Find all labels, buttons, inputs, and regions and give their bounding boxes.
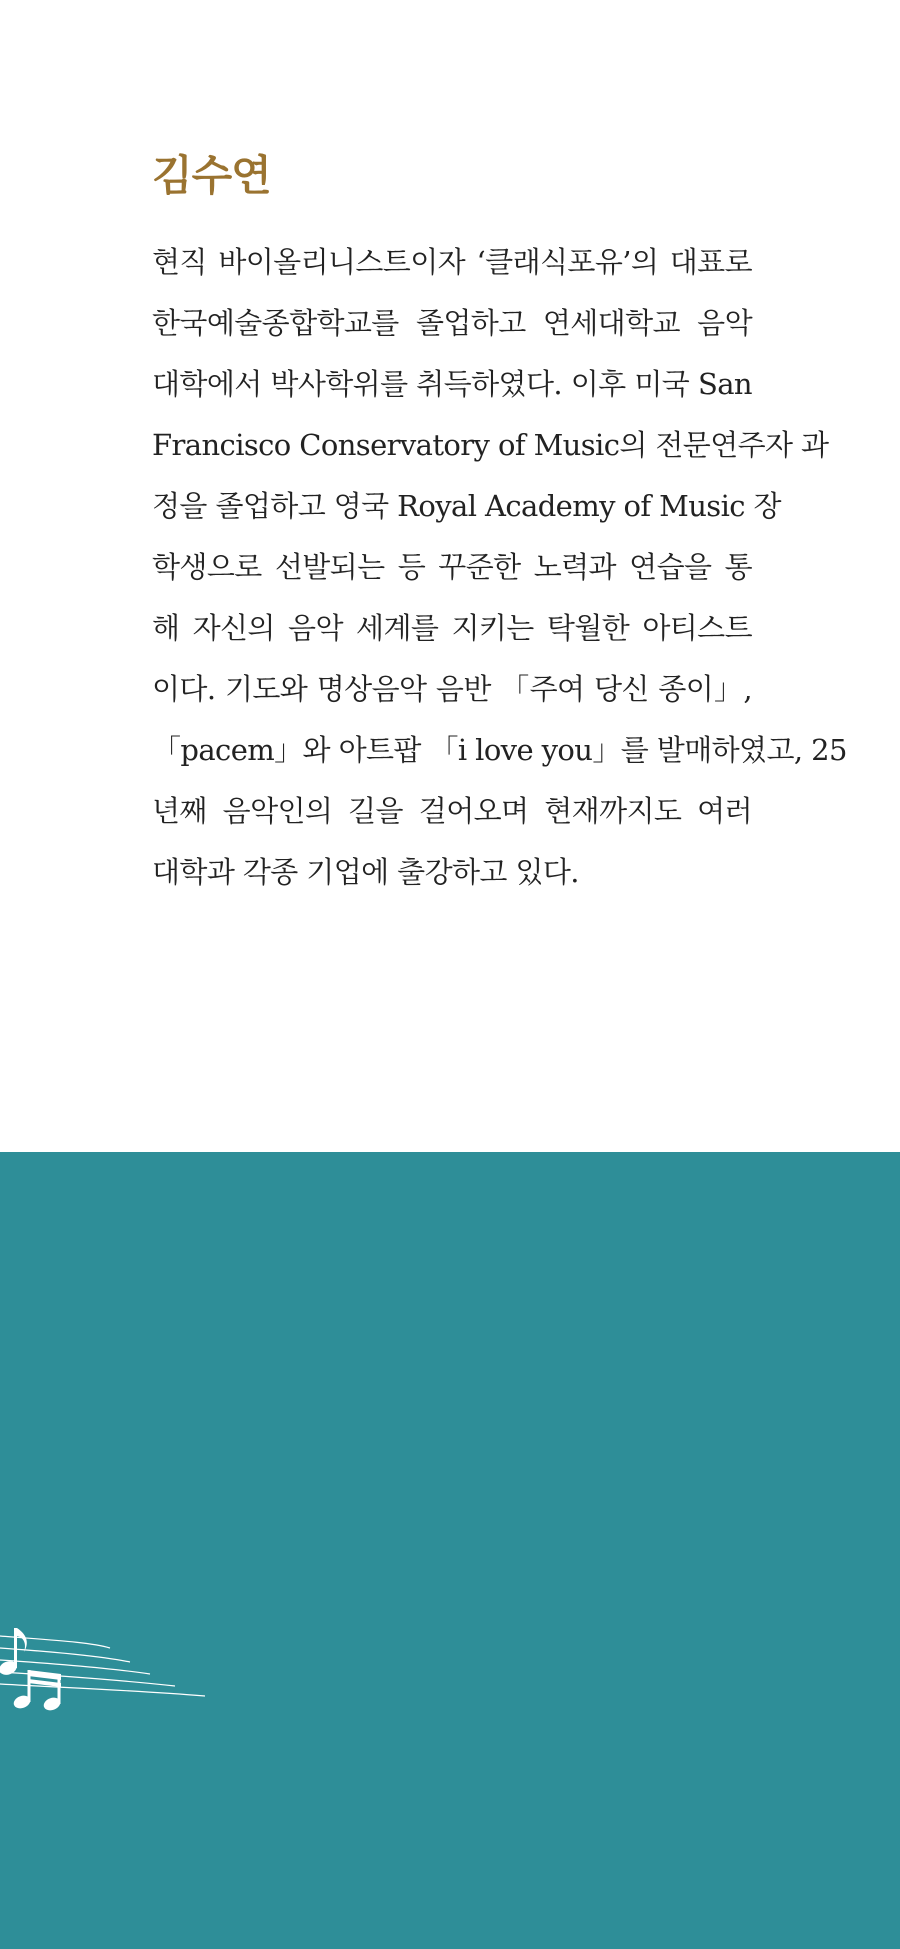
music-notes-icon [0,1618,210,1738]
bio-line: 이다. 기도와 명상음악 음반 「주여 당신 종이」, [152,672,752,706]
bio-line: 현직 바이올리니스트이자 ‘클래식포유’의 대표로 [152,245,752,279]
bio-line: 한국예술종합학교를 졸업하고 연세대학교 음악 [152,306,752,340]
bio-line: 대학에서 박사학위를 취득하였다. 이후 미국 San [152,367,752,401]
bio-line: 정을 졸업하고 영국 Royal Academy of Music 장 [152,489,781,523]
author-name: 김수연 [152,151,271,200]
bio-line: Francisco Conservatory of Music의 전문연주자 과 [152,428,829,462]
bio-line: 「pacem」와 아트팝 「i love you」를 발매하였고, 25 [152,733,847,767]
author-bio [152,232,847,903]
bio-line: 년째 음악인의 길을 걸어오며 현재까지도 여러 [152,794,752,828]
bio-line: 대학과 각종 기업에 출강하고 있다. [152,855,579,889]
bio-line: 해 자신의 음악 세계를 지키는 탁월한 아티스트 [152,611,752,645]
teal-panel [0,1152,900,1949]
bio-line: 학생으로 선발되는 등 꾸준한 노력과 연습을 통 [152,550,752,584]
